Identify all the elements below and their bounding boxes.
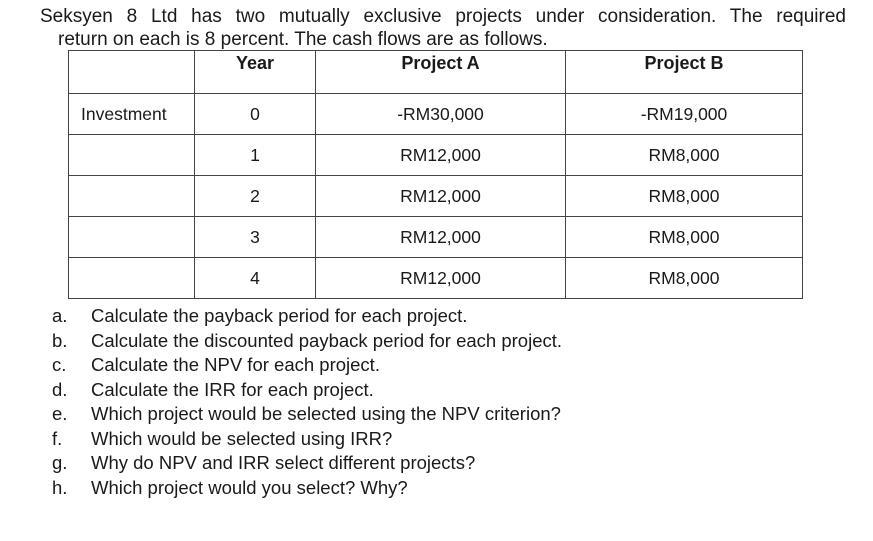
question-marker: g. [52,452,68,473]
project-a-cell: RM12,000 [316,135,566,176]
row-label: Investment [69,94,195,135]
question-marker: h. [52,476,68,498]
project-a-cell: -RM30,000 [316,94,566,135]
list-item [52,304,562,329]
question-text: Calculate the IRR for each project. [91,378,374,400]
project-a-cell: RM12,000 [316,176,566,217]
row-label [69,135,195,176]
question-text: Which project would you select? Why? [91,476,408,498]
year-cell: 2 [195,176,316,217]
year-cell: 4 [195,258,316,299]
table-row [69,258,803,299]
list-item [52,451,562,476]
table-header-row [69,51,803,94]
header-project-b: Project B [566,51,803,94]
project-b-cell: RM8,000 [566,176,803,217]
question-text: Calculate the discounted payback period for each project. [91,329,563,351]
cash-flow-table [68,50,803,299]
project-b-cell: -RM19,000 [566,94,803,135]
problem-statement [40,5,846,51]
question-text: Calculate the payback period for each project. [91,305,468,326]
question-list [52,304,562,500]
row-label [69,176,195,217]
list-item [52,402,562,427]
project-b-cell: RM8,000 [566,258,803,299]
row-label [69,217,195,258]
year-cell: 1 [195,135,316,176]
question-text: Which project would be selected using the NPV criterion? [91,403,561,424]
problem-statement-line-2: return on each is 8 percent. The cash flows are as follows. [58,29,548,50]
question-marker: a. [52,305,68,326]
row-label [69,258,195,299]
project-b-cell: RM8,000 [566,135,803,176]
question-marker: d. [52,378,68,400]
list-item [52,353,562,378]
project-b-cell: RM8,000 [566,217,803,258]
list-item [52,378,562,403]
list-item [52,476,562,501]
question-marker: b. [52,329,68,351]
table-row [69,94,803,135]
question-marker: e. [52,403,68,424]
list-item [52,329,562,354]
header-project-a: Project A [316,51,566,94]
question-marker: f. [52,427,63,449]
header-year: Year [195,51,316,94]
table-row [69,217,803,258]
header-label-cell [69,51,195,94]
table-row [69,135,803,176]
question-marker: c. [52,354,67,375]
table-row [69,176,803,217]
list-item [52,427,562,452]
question-text: Calculate the NPV for each project. [91,354,380,375]
year-cell: 3 [195,217,316,258]
problem-statement-line-1: Seksyen 8 Ltd has two mutually exclusive projects under consideration. The required [40,6,846,27]
question-text: Why do NPV and IRR select different projects? [91,452,476,473]
project-a-cell: RM12,000 [316,217,566,258]
project-a-cell: RM12,000 [316,258,566,299]
year-cell: 0 [195,94,316,135]
question-text: Which would be selected using IRR? [91,427,393,449]
